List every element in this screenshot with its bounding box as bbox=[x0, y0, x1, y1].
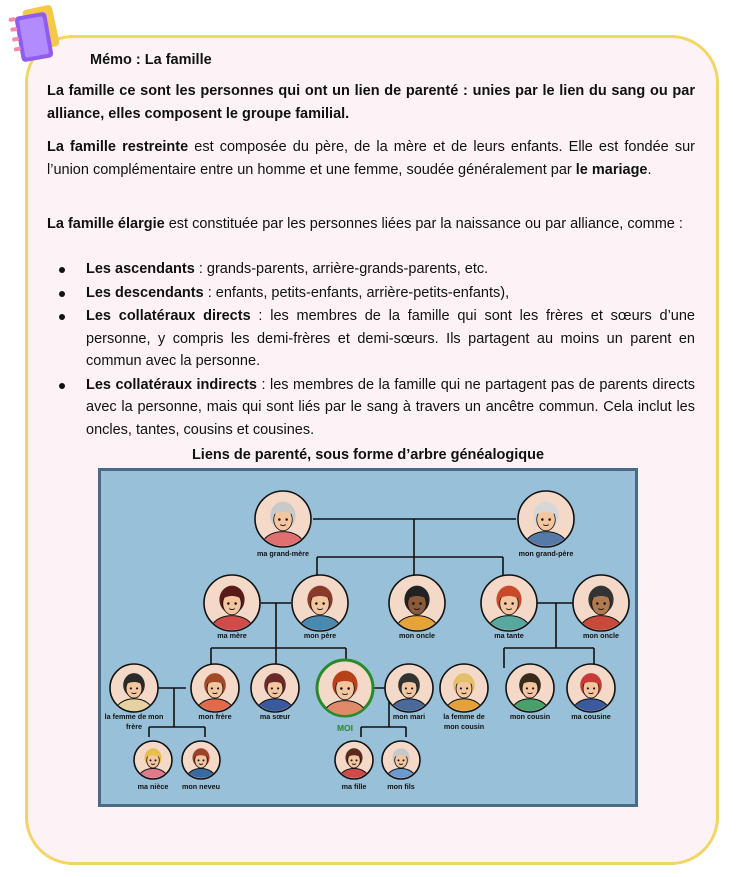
notebook-icon bbox=[8, 4, 66, 72]
label-cousin-wife: la femme de bbox=[443, 712, 485, 721]
label-sister-in-law: la femme de mon bbox=[104, 712, 164, 721]
list-item bbox=[47, 374, 695, 442]
label-cousin-wife-2: mon cousin bbox=[443, 722, 485, 731]
restreinte-paragraph bbox=[47, 136, 695, 181]
family-tree bbox=[98, 468, 638, 807]
label-nephew: mon neveu bbox=[182, 782, 220, 791]
elargie-paragraph bbox=[47, 213, 695, 236]
label-sister-in-law-2: frère bbox=[126, 722, 142, 731]
list-item bbox=[47, 282, 695, 305]
bullet-icon bbox=[59, 267, 65, 273]
label-husband: mon mari bbox=[392, 712, 426, 721]
bullet-icon bbox=[59, 314, 65, 320]
label-uncle-2: mon oncle bbox=[583, 631, 619, 640]
elargie-term: La famille élargie bbox=[47, 216, 165, 232]
mariage-term: le mariage bbox=[575, 161, 648, 178]
me-avatar bbox=[317, 660, 373, 729]
list-item bbox=[47, 305, 695, 373]
label-cousin-f: ma cousine bbox=[571, 712, 611, 721]
restreinte-term: La famille restreinte bbox=[47, 139, 189, 155]
label-niece: ma nièce bbox=[137, 782, 169, 791]
list-term: Les collatéraux directs bbox=[86, 308, 251, 324]
intro-paragraph: La famille ce sont les personnes qui ont un lien de parenté : unies par le lien du sang ou par alliance, elles composent le groupe familial. bbox=[47, 83, 695, 122]
memo-title: Mémo : La famille bbox=[90, 52, 212, 68]
tree-caption: Liens de parenté, sous forme d’arbre généalogique bbox=[191, 447, 545, 463]
list-item bbox=[47, 258, 695, 281]
list-text: : enfants, petits-enfants, arrière-petits-enfants), bbox=[203, 284, 510, 301]
label-grandfather: mon grand-père bbox=[518, 549, 574, 558]
label-daughter: ma fille bbox=[341, 782, 367, 791]
label-me: MOI bbox=[336, 723, 354, 733]
list-text: : les membres de la famille qui sont les frères et sœurs d’une personne, y compris les demi-frères et demi-sœurs. Ils partagent au moins un parent en commun avec la personne. bbox=[86, 308, 695, 369]
family-tree-graphic bbox=[101, 471, 635, 804]
list-term: Les collatéraux indirects bbox=[86, 376, 257, 393]
label-cousin-m: mon cousin bbox=[509, 712, 551, 721]
list-term: Les ascendants bbox=[86, 261, 195, 277]
son-avatar bbox=[382, 741, 420, 788]
family-list bbox=[47, 258, 695, 442]
label-uncle-1: mon oncle bbox=[399, 631, 435, 640]
list-term: Les descendants bbox=[86, 284, 204, 301]
niece-avatar bbox=[134, 741, 172, 788]
daughter-avatar bbox=[335, 741, 373, 788]
restreinte-end: . bbox=[647, 161, 652, 178]
list-text: : les membres de la famille qui ne partagent pas de parents directs avec la personne, mais qui sont liés par le sang à travers un ancêtre commun. Cela inclut les oncles, tantes, cousins et cousines. bbox=[86, 376, 695, 438]
label-grandmother: ma grand-mère bbox=[257, 549, 309, 558]
list-text: : grands-parents, arrière-grands-parents, etc. bbox=[194, 261, 489, 277]
restreinte-text: est composée du père, de la mère et de leurs enfants. Elle est fondée sur l’union complémentaire entre un homme et une femme, soudée généralement par bbox=[47, 139, 695, 178]
nephew-avatar bbox=[182, 741, 220, 788]
bullet-icon bbox=[59, 291, 65, 297]
label-son: mon fils bbox=[387, 782, 415, 791]
label-sister: ma sœur bbox=[259, 712, 291, 721]
bullet-icon bbox=[59, 383, 65, 389]
label-father: mon père bbox=[303, 631, 337, 640]
person-avatars bbox=[110, 491, 629, 788]
label-aunt: ma tante bbox=[494, 631, 524, 640]
label-mother: ma mère bbox=[217, 631, 247, 640]
elargie-text: est constituée par les personnes liées par la naissance ou par alliance, comme : bbox=[164, 216, 683, 232]
label-brother: mon frère bbox=[198, 712, 232, 721]
